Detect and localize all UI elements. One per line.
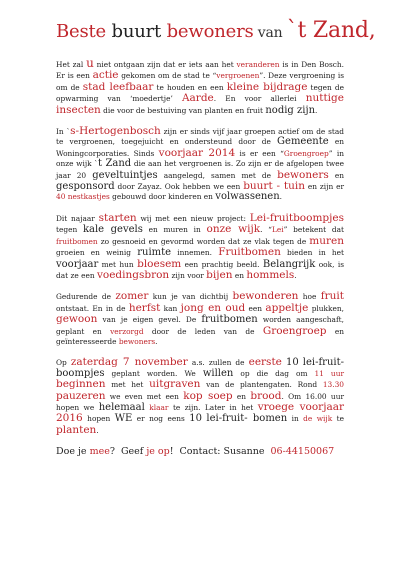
text: zomer <box>115 290 149 303</box>
text: lei-fruit- bomen <box>206 413 288 425</box>
text: . “ <box>260 225 272 235</box>
text: Belangrijk <box>262 258 316 270</box>
text: eerste <box>248 356 282 369</box>
text: ”. Deze vergroening is om de <box>56 71 345 92</box>
text: stad leefbaar <box>82 80 154 93</box>
contact-name: Susanne <box>223 446 265 458</box>
text: zo gesnoeid en gevormd worden dat ze vlak tegen de <box>97 236 310 246</box>
text: In ` <box>56 127 71 137</box>
text: willen <box>202 367 234 379</box>
text: u <box>86 56 94 70</box>
text: een prachtig beeld. <box>181 259 263 269</box>
text: plukken, <box>308 303 344 313</box>
text: . En voor allerlei <box>213 94 306 104</box>
text: bijen <box>206 268 233 281</box>
title-part: Beste <box>56 21 112 42</box>
text: en muren in <box>142 225 207 235</box>
text: muren <box>309 234 344 247</box>
text: in <box>287 414 304 424</box>
text: de wijk <box>303 414 333 424</box>
text: hoe <box>298 292 321 302</box>
text: te houden en een <box>153 82 227 92</box>
text: en geïnteresseerde <box>56 326 344 346</box>
footer-text: ? <box>109 446 115 458</box>
text: groeien en weinig <box>56 248 138 258</box>
text: volwassenen <box>215 191 280 203</box>
text: worden aangeschaft, geplant en <box>56 315 344 336</box>
text: is er een “ <box>235 148 284 158</box>
contact-phone[interactable]: 06-44150067 <box>270 446 335 458</box>
text: Gemeente <box>277 136 329 148</box>
text: en <box>232 391 251 401</box>
text: en Woningcorporaties. Sinds <box>56 137 344 158</box>
text: WE <box>114 413 133 425</box>
paragraph-intro <box>56 58 344 116</box>
text: zijn er sinds vijf jaar groepen actief om de stad te vergroenen, toegejuicht en ondersteund door de <box>56 127 344 147</box>
footer-text: Doe <box>56 446 78 458</box>
text: gesponsord <box>56 181 115 193</box>
text: die voor de bestuiving van planten en fruit <box>100 105 266 115</box>
text: geplant worden. We <box>104 368 203 378</box>
text: Op <box>56 358 71 368</box>
title-part: van <box>253 25 287 41</box>
text: en zijn er <box>305 182 344 192</box>
footer-text: Geef <box>120 446 147 458</box>
text: . <box>96 425 99 435</box>
text: gewoon <box>56 313 98 326</box>
text: hommels <box>246 268 295 281</box>
text: kale gevels <box>82 224 143 236</box>
text: beginnen <box>56 378 106 391</box>
text: van je eigen gevel. De <box>97 315 202 325</box>
paragraph-project <box>56 213 344 281</box>
text: die aan het vergroenen is. Zo zijn er de afgelopen twee jaar 20 <box>56 159 344 180</box>
text: a.s. zullen de <box>187 358 249 368</box>
text: op die dag om <box>233 368 315 378</box>
text: gekomen om de stad te “ <box>118 71 217 81</box>
text: door de leden van de <box>143 326 263 336</box>
title-part: buurt <box>111 21 162 42</box>
text: jong en oud <box>180 301 246 314</box>
text: Groengroep <box>283 148 329 158</box>
text: tegen de opwarming van ‘moedertje’ <box>56 82 344 104</box>
text: fruitbomen <box>201 314 258 326</box>
text: 40 nestkastjes <box>56 192 110 202</box>
text: uitgraven <box>149 378 201 391</box>
paragraph-planting-day <box>56 357 344 436</box>
text: brood <box>250 389 282 402</box>
text: ” betekent dat <box>283 225 345 235</box>
text: nodig zijn <box>265 104 316 116</box>
text: fruit <box>320 290 344 303</box>
text: lei-fruit-boompjes <box>56 357 344 379</box>
text: Aarde <box>181 92 214 105</box>
text: we even met een <box>105 391 184 401</box>
text: starten <box>98 211 137 224</box>
text: . <box>315 105 318 115</box>
text: door Zayaz. Ook hebben we een <box>114 182 244 192</box>
text: ook, is dat ze een <box>56 259 344 280</box>
text: appeltje <box>265 301 309 314</box>
text: innemen. <box>171 248 219 258</box>
text: Lei <box>271 225 284 235</box>
text: ontstaat. En in de <box>56 303 129 313</box>
text: kleine bijdrage <box>226 80 308 93</box>
text: kun je van dichtbij <box>148 292 233 302</box>
text: pauzeren <box>56 389 106 402</box>
text: buurt - tuin <box>243 180 306 193</box>
text: . <box>294 270 297 280</box>
text: Dit najaar <box>56 213 99 223</box>
text: Groengroep <box>262 324 327 337</box>
text: Lei-fruitboompjes <box>249 211 344 224</box>
text: en <box>328 170 344 180</box>
text: s-Hertogenbosch <box>70 125 161 138</box>
text: planten <box>56 423 97 436</box>
footer-text: je <box>77 446 87 458</box>
text: 13.30 <box>322 380 344 390</box>
text: gebouwd door kinderen en <box>109 192 216 202</box>
text: vroege voorjaar 2016 <box>56 400 344 425</box>
text: Het zal <box>56 60 87 69</box>
title-part: bewoners <box>161 21 254 42</box>
text: ” in onze wijk ` <box>56 148 344 169</box>
text: herfst <box>128 301 161 314</box>
text: t Zand <box>97 158 132 170</box>
text: met het <box>105 380 150 390</box>
text: te zijn. Later in het <box>168 402 258 412</box>
text: en <box>232 270 247 280</box>
text: ruimte <box>137 247 172 259</box>
text: een <box>245 303 266 313</box>
text: Gedurende de <box>56 292 116 302</box>
title-part: `t Zand, <box>286 18 376 43</box>
text: tegen <box>56 225 83 235</box>
paragraph-seasons <box>56 291 344 347</box>
text: 11 uur <box>314 368 344 378</box>
text: . <box>279 192 283 202</box>
text: bewoners <box>118 336 156 346</box>
text: verzorgd <box>110 326 144 336</box>
text: bieden in het <box>280 248 345 258</box>
text: voorjaar <box>56 258 99 270</box>
text: kan <box>160 303 181 313</box>
text: 10 <box>189 413 202 425</box>
text: fruitbomen <box>56 236 98 246</box>
text: met hun <box>98 259 138 269</box>
text: vergroenen <box>216 71 260 81</box>
text: onze wijk <box>206 223 261 236</box>
footer-text: ! <box>169 446 174 458</box>
text: Fruitbomen <box>218 246 281 259</box>
text: helemaal <box>98 401 145 413</box>
text: zaterdag 7 november <box>70 356 188 369</box>
text: voorjaar 2014 <box>158 146 236 159</box>
text: bewoners <box>277 168 329 181</box>
footer-contact <box>56 446 344 458</box>
text: aangelegd, samen met de <box>157 170 278 180</box>
text: actie <box>92 69 119 82</box>
text: zijn voor <box>169 270 207 280</box>
text: 10 <box>285 357 299 369</box>
text: niet ontgaan zijn dat er iets aan het <box>93 60 237 69</box>
text: . <box>155 336 158 346</box>
text: er nog eens <box>132 414 190 424</box>
text: bloesem <box>137 257 182 270</box>
text: bewonderen <box>232 290 299 303</box>
text: kop soep <box>183 389 233 402</box>
text: . Om 16.00 uur hopen we <box>56 391 344 412</box>
text: van de plantengaten. Rond <box>200 380 323 390</box>
text: te <box>332 414 344 424</box>
paragraph-groengroep <box>56 126 344 203</box>
text: hopen <box>82 414 115 424</box>
text: is in Den Bosch. Er is een <box>56 60 344 81</box>
footer-text: je op <box>146 446 170 458</box>
text: veranderen <box>236 60 280 69</box>
text: klaar <box>149 402 169 412</box>
footer-text: mee <box>86 446 110 458</box>
text: wij met een nieuw project: <box>136 213 250 223</box>
text: nuttige insecten <box>56 92 344 116</box>
greeting-title <box>56 18 376 44</box>
footer-text: Contact: <box>179 446 224 458</box>
text: voedingsbron <box>96 268 170 281</box>
text: geveltuintjes <box>92 169 158 181</box>
